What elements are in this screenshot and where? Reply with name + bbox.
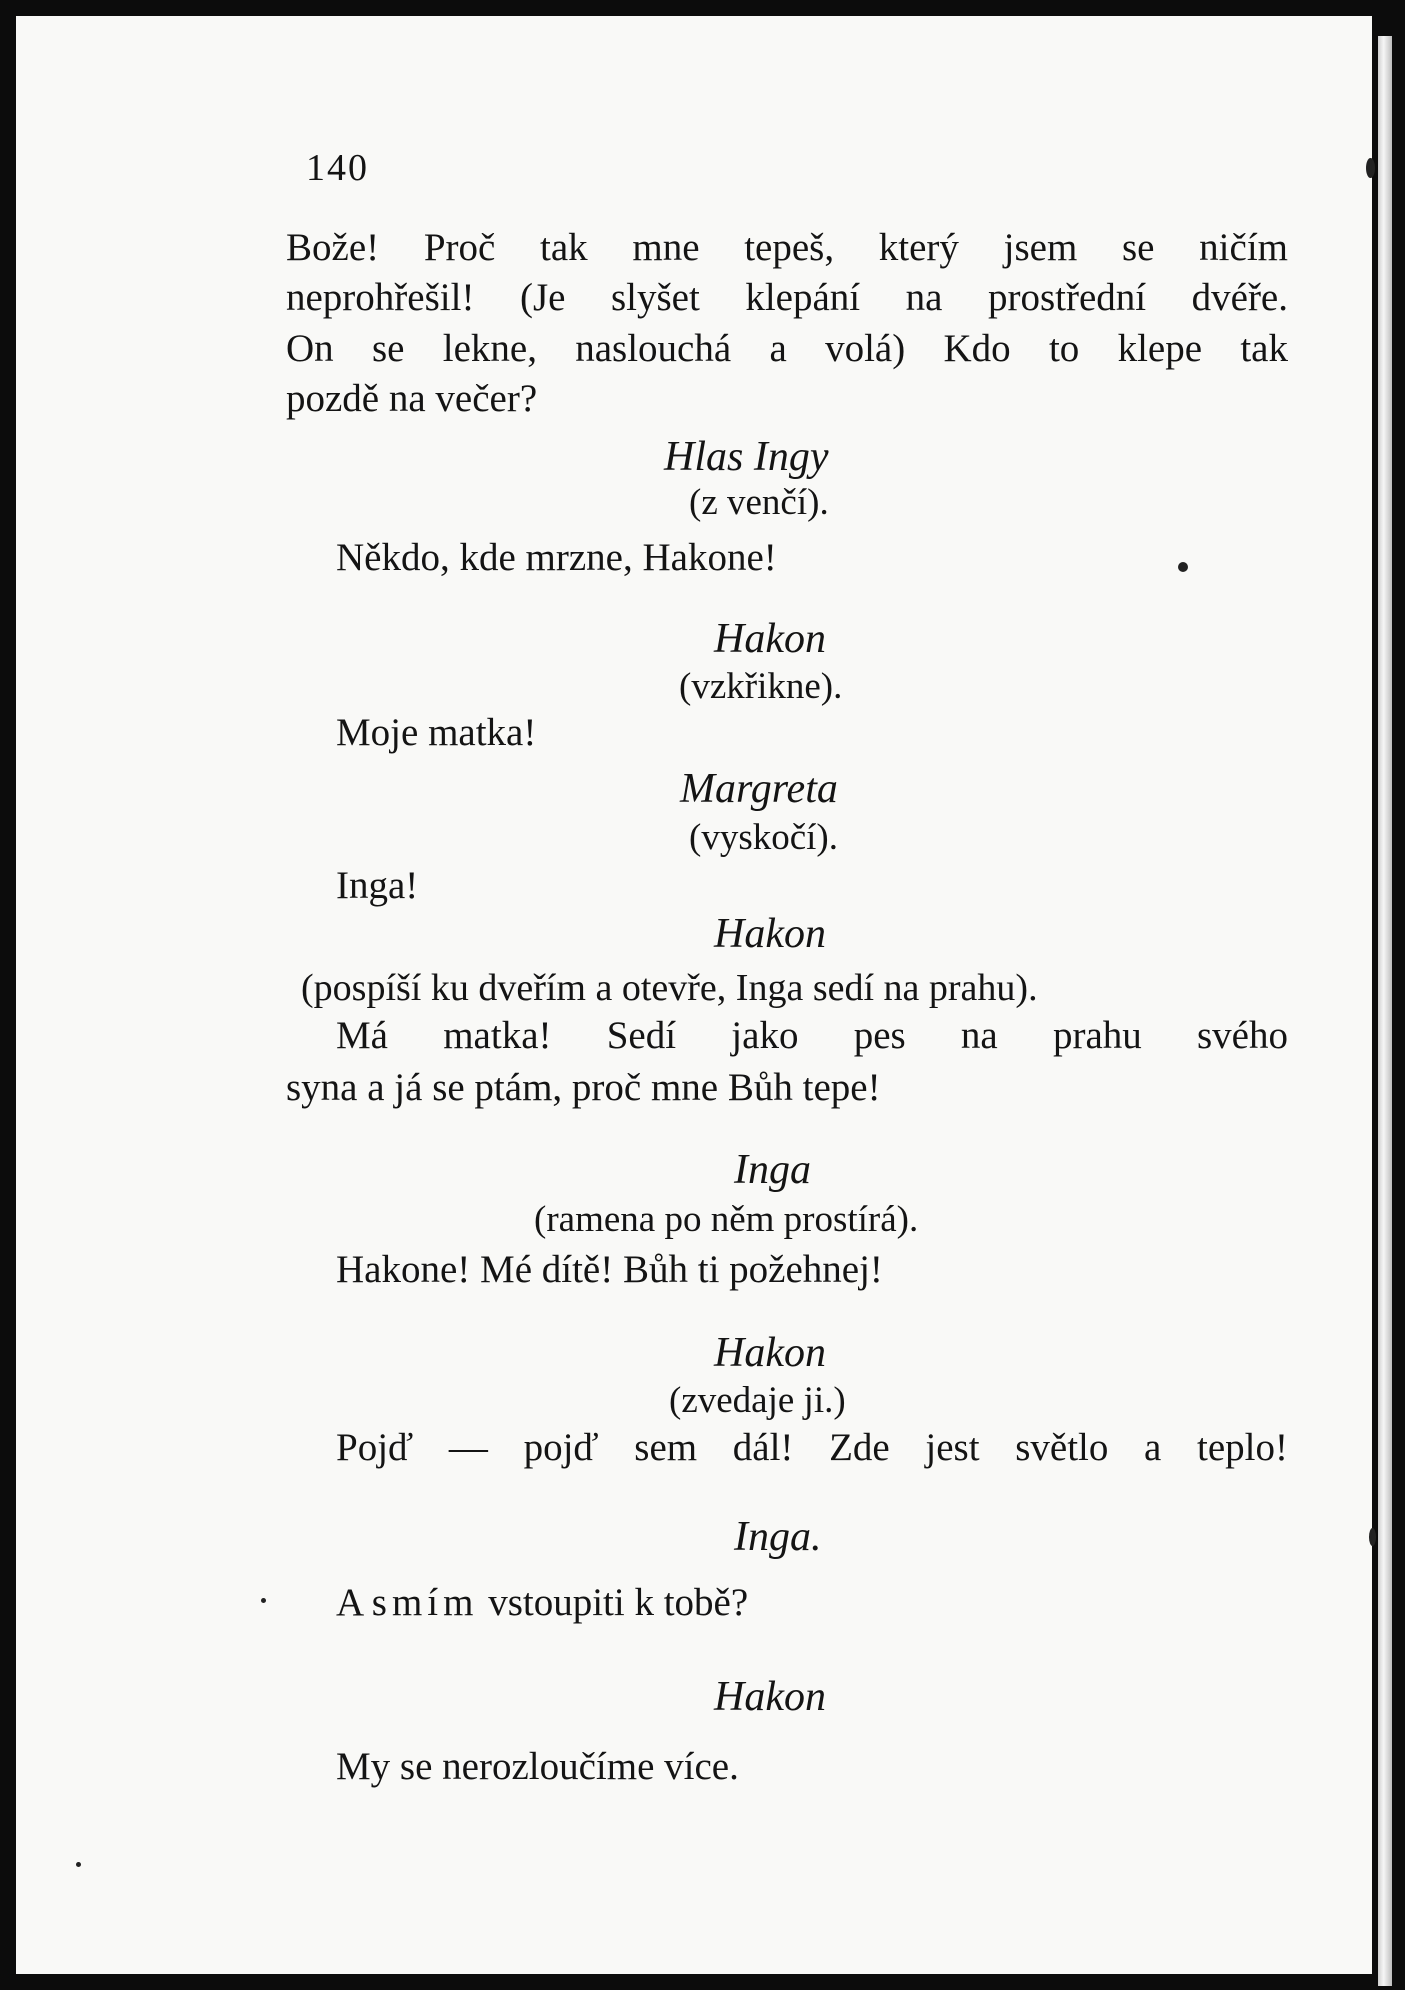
speaker-hakon: Hakon: [714, 1674, 826, 1720]
book-page: [16, 16, 1372, 1974]
speech-word-emphasis: smím: [371, 1581, 479, 1624]
speech-line: My se nerozloučíme více.: [336, 1745, 739, 1788]
stage-direction: (zvedaje ji.): [669, 1380, 846, 1421]
speech-line: Hakone! Mé dítě! Bůh ti požehnej!: [336, 1248, 883, 1291]
speech-line: Pojď — pojď sem dál! Zde jest světlo a teplo!: [336, 1426, 1288, 1469]
speech-line: syna a já se ptám, proč mne Bůh tepe!: [286, 1066, 881, 1109]
scan-speck: [1178, 562, 1188, 572]
stage-direction: (ramena po něm prostírá).: [534, 1199, 919, 1240]
page-edge: [1378, 36, 1392, 1986]
stage-direction: (z venčí).: [689, 482, 829, 523]
speech-line: Moje matka!: [336, 711, 537, 754]
scan-speck: [1366, 158, 1375, 178]
speaker-hlas-ingy: Hlas Ingy: [664, 434, 829, 480]
speaker-inga: Inga: [734, 1147, 811, 1193]
speaker-hakon: Hakon: [714, 616, 826, 662]
speech-word: A: [336, 1581, 363, 1624]
scan-speck: [1369, 1528, 1376, 1546]
text-line-2: neprohřešil! (Je slyšet klepání na prostřední dvéře.: [286, 276, 1288, 319]
speaker-margreta: Margreta: [680, 766, 838, 812]
stage-direction: (vzkřikne).: [679, 666, 843, 707]
speaker-hakon: Hakon: [714, 911, 826, 957]
page-number: 140: [306, 147, 369, 189]
speech-word: vstoupiti k tobě?: [488, 1581, 749, 1624]
text-line-3: On se lekne, naslouchá a volá) Kdo to klepe tak: [286, 327, 1288, 370]
stage-direction: (pospíší ku dveřím a otevře, Inga sedí na prahu).: [301, 967, 1038, 1009]
speech-line: [336, 1583, 748, 1622]
text-line-1: Bože! Proč tak mne tepeš, který jsem se ničím: [286, 226, 1288, 269]
scan-speck: [261, 1598, 266, 1603]
speaker-hakon: Hakon: [714, 1330, 826, 1376]
text-line-4: pozdě na večer?: [286, 377, 538, 420]
speech-line: Někdo, kde mrzne, Hakone!: [336, 536, 777, 579]
speech-line: Má matka! Sedí jako pes na prahu svého: [336, 1014, 1288, 1057]
speaker-inga: Inga.: [734, 1514, 822, 1560]
scan-speck: [76, 1862, 81, 1867]
speech-line: Inga!: [336, 864, 419, 907]
stage-direction: (vyskočí).: [689, 817, 838, 858]
